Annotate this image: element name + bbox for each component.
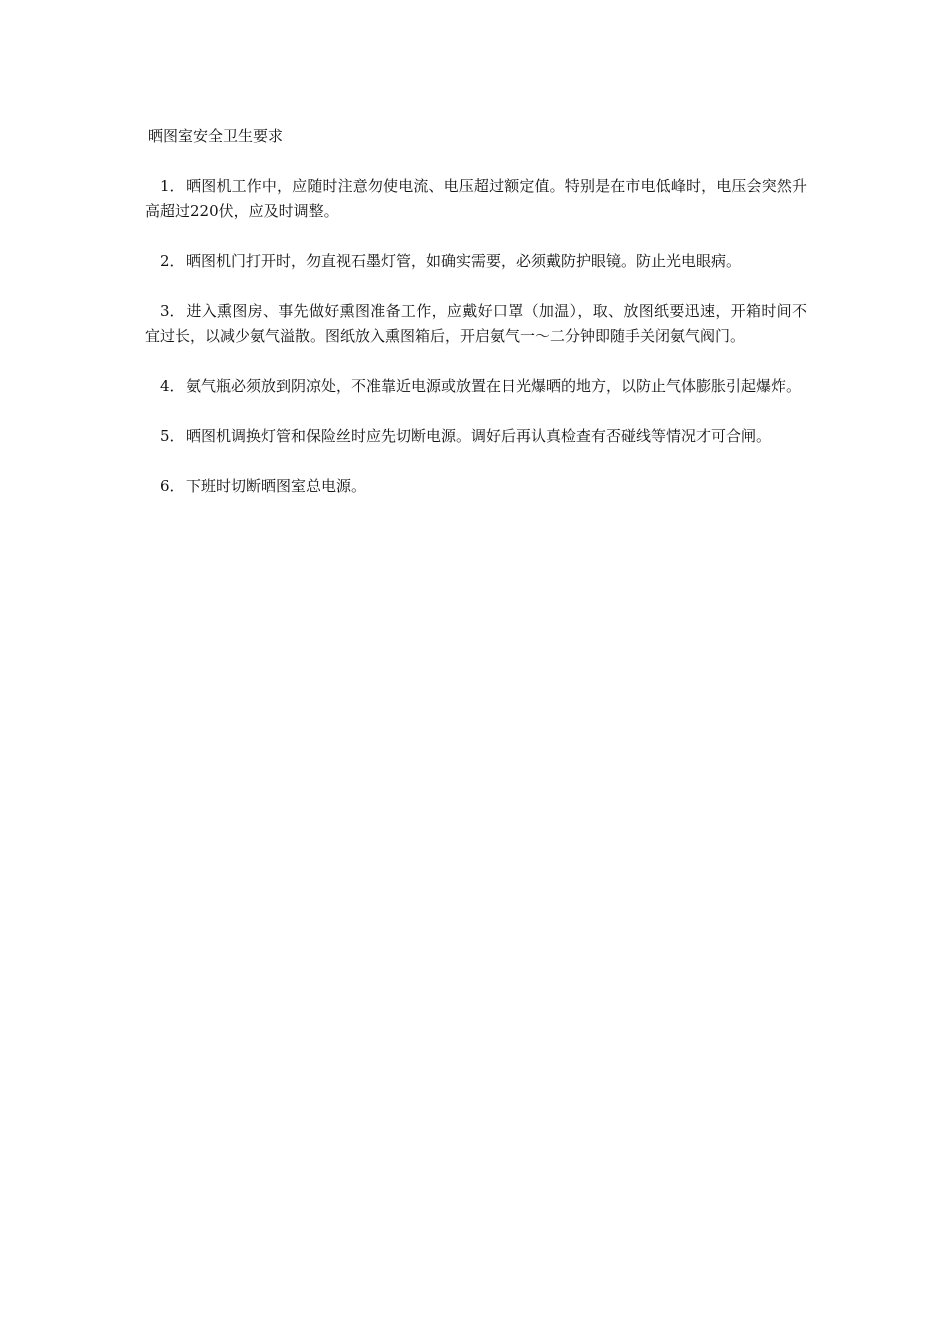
document-body <box>145 124 807 524</box>
item-number: 2． <box>160 252 185 270</box>
list-item <box>145 299 807 349</box>
list-item <box>145 474 807 499</box>
item-number: 3． <box>160 302 185 320</box>
list-item <box>145 249 807 274</box>
item-text: 进入熏图房、事先做好熏图准备工作，应戴好口罩（加温），取、放图纸要迅速，开箱时间不宜过长，以减少氨气溢散。图纸放入熏图箱后，开启氨气一～二分钟即随手关闭氨气阀门。 <box>145 302 807 345</box>
item-text: 晒图机调换灯管和保险丝时应先切断电源。调好后再认真检查有否碰线等情况才可合闸。 <box>186 427 772 445</box>
list-item <box>145 424 807 449</box>
list-item <box>145 374 807 399</box>
item-text: 下班时切断晒图室总电源。 <box>186 477 367 495</box>
item-number: 6． <box>160 477 185 495</box>
document-title: 晒图室安全卫生要求 <box>148 127 284 145</box>
item-text: 晒图机门打开时，勿直视石墨灯管，如确实需要，必须戴防护眼镜。防止光电眼病。 <box>186 252 742 270</box>
item-text: 晒图机工作中，应随时注意勿使电流、电压超过额定值。特别是在市电低峰时，电压会突然升高超过220伏，应及时调整。 <box>145 177 807 220</box>
item-number: 5． <box>160 427 185 445</box>
item-number: 1． <box>160 177 185 195</box>
item-text: 氨气瓶必须放到阴凉处，不准靠近电源或放置在日光爆晒的地方，以防止气体膨胀引起爆炸。 <box>186 377 802 395</box>
item-number: 4． <box>160 377 185 395</box>
list-item <box>145 174 807 224</box>
